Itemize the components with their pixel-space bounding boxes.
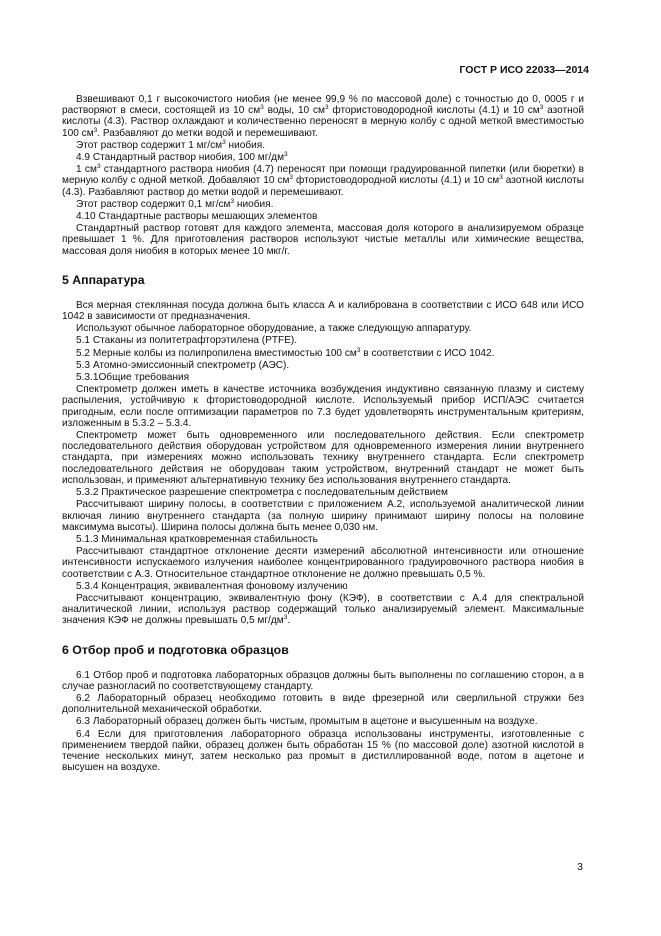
paragraph: Рассчитывают стандартное отклонение десяти измерений абсолютной интенсивности или отношение интенсивности испускаемого излучения наиболее концентрированного градуировочного раствора ниобия в соответствии с А.3. Относительное стандартное отклонение не должно превышать 0,5 %. [62, 546, 584, 580]
subsection-title: 5.3.1Общие требования [76, 372, 190, 384]
paragraph: Рассчитывают концентрацию, эквивалентную фону (КЭФ), в соответствии с А.4 для спектральной аналитической линии, используя раствор содержащий только анализируемый элемент. Максимальные значения КЭФ не должны превышать 0,5 $мг/дм^3$. [62, 592, 584, 627]
paragraph: Используют обычное лабораторное оборудование, а также следующую аппаратуру. [76, 323, 472, 335]
paragraph: Спектрометр должен иметь в качестве источника возбуждения индуктивно связанную плазму и систему распыления, устойчивую к фтористоводородной кислоте. Используемый прибор ИСП/АЭС считается пригодным, если после оптимизации параметров по 7.3 будет удовлетворять инструментальным критериям, изложенным в 5.3.2 – 5.3.4. [62, 384, 584, 429]
paragraph: 6.3 Лабораторный образец должен быть чистым, промытым в ацетоне и высушенным на воздухе. [76, 716, 538, 728]
paragraph: Вся мерная стеклянная посуда должна быть класса А и калибрована в соответствии с ИСО 648 или ИСО 1042 в зависимости от предназначения. [62, 299, 584, 323]
section-heading: 6 Отбор проб и подготовка образцов [62, 642, 289, 657]
paragraph: 5.1 Стаканы из политетрафторэтилена (PTFE). [76, 335, 298, 347]
subsection-title: 5.3.2 Практическое разрешение спектрометра с последовательным действием [76, 487, 448, 499]
paragraph: Рассчитывают ширину полосы, в соответствии с приложением А.2, используемой аналитической линии включая линию внутреннего стандарта (за полную ширину принимают ширину полосы на половине максимума высоты). Ширина полосы должна быть менее 0,030 нм. [62, 499, 584, 533]
paragraph: 6.2 Лабораторный образец необходимо готовить в виде фрезерной или сверлильной стружки без дополнительной механической обработки. [62, 692, 584, 716]
subsection-title: 4.10 Стандартные растворы мешающих элементов [76, 211, 318, 223]
paragraph: 5.3 Атомно-эмиссионный спектрометр (АЭС). [76, 359, 290, 371]
paragraph: Спектрометр может быть одновременного или последовательного действия. Если спектрометр последовательного действия оборудован устройством для одновременного измерения линии внутреннего стандарта, при измерениях можно использовать технику внутреннего стандарта. Если спектрометр последовательного действия не оборудован таким устройством, внутренний стандарт не может быть использован, и применяют альтернативную технику без использования внутреннего стандарта. [62, 430, 584, 486]
page-number: 3 [577, 861, 583, 873]
paragraph: Этот раствор содержит 1 $мг/см^3$ ниобия. [76, 138, 266, 151]
subsection-title: 5.1.3 Минимальная кратковременная стабильность [76, 533, 318, 545]
section-heading: 5 Аппаратура [62, 272, 145, 287]
paragraph: 5.2 Мерные колбы из полипропилена вместимостью 100 $см^3$ в соответствии с ИСО 1042. [76, 346, 495, 359]
paragraph: Стандартный раствор готовят для каждого элемента, массовая доля которого в анализируемом образце превышает 1 %. Для приготовления растворов используют чистые металлы или химические вещества, массовая доля ниобия в которых менее 10 мкг/г. [62, 223, 584, 257]
paragraph: Этот раствор содержит 0,1 $мг/см^3$ ниобия. [76, 197, 274, 210]
paragraph: 1 $см^3$ стандартного раствора ниобия (4.7) переносят при помощи градуированной пипетки (или бюретки) в мерную колбу с одной меткой. Добавляют 10 $см^3$ фтористоводородной кислоты (4.1) и 10 $см^3$ азотной кислоты (4.3). Разбавляют раствор до метки водой и перемешивают. [62, 163, 585, 198]
paragraph: 6.1 Отбор проб и подготовка лабораторных образцов должны быть выполнены по соглашению сторон, а в случае разногласий по соответствующему стандарту. [62, 669, 584, 692]
page-content [62, 94, 584, 773]
subsection-title: 5.3.4 Концентрация, эквивалентная фоновому излучению [76, 580, 348, 592]
paragraph: 6.4 Если для приготовления лабораторного образца использованы инструменты, изготовленные с применением твердой пайки, образец должен быть обработан 15 % (по массовой доле) азотной кислотой в течение нескольких минут, затем несколько раз промыт в дистиллированной воде, потом в ацетоне и высушен на воздухе. [62, 728, 584, 774]
paragraph: Взвешивают 0,1 г высокочистого ниобия (не менее 99,9 % по массовой доле) с точностью до 0, 0005 г и растворяют в смеси, состоящей из 10 $см^3$ воды, 10 $см^3$ фтористоводородной кислоты (4.1) и 10 $см^3$ азотной кислоты (4.3). Раствор охлаждают и количественно переносят в мерную колбу с одной меткой вместимостью 100 $см^3$. Разбавляют до метки водой и перемешивают. [62, 94, 584, 139]
document-standard-id: ГОСТ Р ИСО 22033—2014 [459, 64, 589, 76]
subsection-title: 4.9 Стандартный раствор ниобия, 100 $мг/дм^3$ [76, 151, 288, 164]
